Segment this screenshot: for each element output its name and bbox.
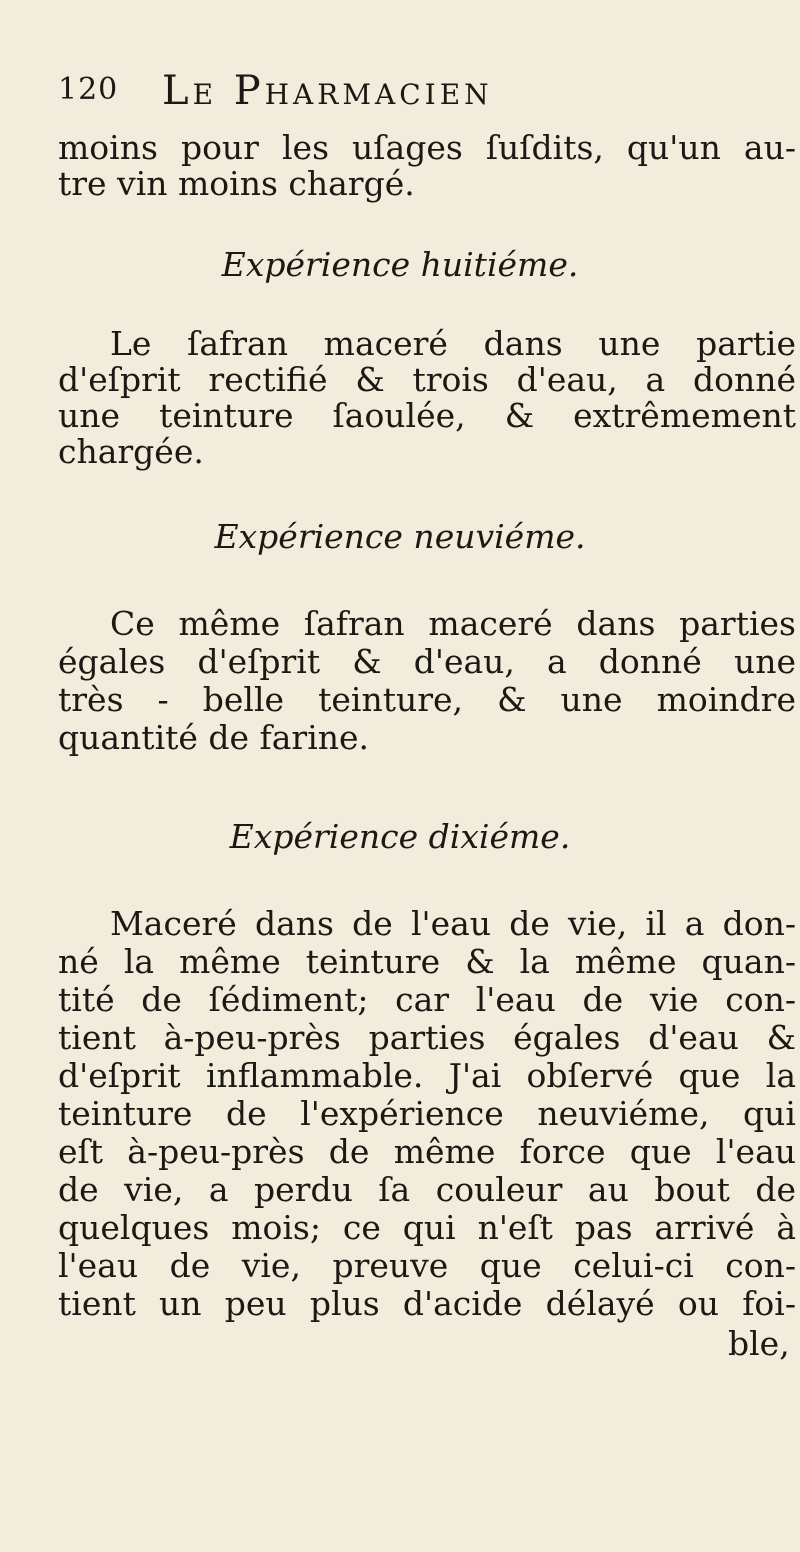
section-heading: Expérience dixiéme.	[229, 817, 571, 856]
text-line: eſt à-peu-près de même force que l'eau	[58, 1132, 796, 1171]
text-line: égales d'eſprit & d'eau, a donné une	[58, 642, 796, 681]
text-line: d'eſprit inflammable. J'ai obſervé que la	[58, 1056, 796, 1095]
page-header	[58, 68, 798, 122]
text-line: Maceré dans de l'eau de vie, il a don-	[110, 904, 796, 943]
text-line: quantité de farine.	[58, 718, 370, 757]
text-line: né la même teinture & la même quan-	[58, 942, 796, 981]
text-line: quelques mois; ce qui n'eſt pas arrivé à	[58, 1208, 796, 1247]
text-line: chargée.	[58, 432, 204, 471]
text-line: très - belle teinture, & une moindre	[58, 680, 796, 719]
text-line: tient un peu plus d'acide délayé ou foi-	[58, 1284, 796, 1323]
text-line: tient à-peu-près parties égales d'eau &	[58, 1018, 796, 1057]
text-line: l'eau de vie, preuve que celui-ci con-	[58, 1246, 796, 1285]
text-line: Ce même ſafran maceré dans parties	[110, 604, 796, 643]
text-line: d'eſprit rectifié & trois d'eau, a donné	[58, 360, 796, 399]
catchword: ble,	[728, 1324, 790, 1363]
page-number: 120	[58, 72, 119, 107]
text-line: tre vin moins chargé.	[58, 164, 415, 203]
text-line: teinture de l'expérience neuviéme, qui	[58, 1094, 796, 1133]
section-heading: Expérience huitiéme.	[221, 245, 579, 284]
text-line: Le ſafran maceré dans une partie	[110, 324, 796, 363]
text-line: une teinture ſaoulée, & extrêmement	[58, 396, 796, 435]
text-line: moins pour les uſages ſuſdits, qu'un au-	[58, 128, 796, 167]
text-line: tité de ſédiment; car l'eau de vie con-	[58, 980, 796, 1019]
text-line: de vie, a perdu ſa couleur au bout de	[58, 1170, 796, 1209]
running-title: Le Pharmacien	[162, 68, 493, 114]
section-heading: Expérience neuviéme.	[214, 517, 586, 556]
